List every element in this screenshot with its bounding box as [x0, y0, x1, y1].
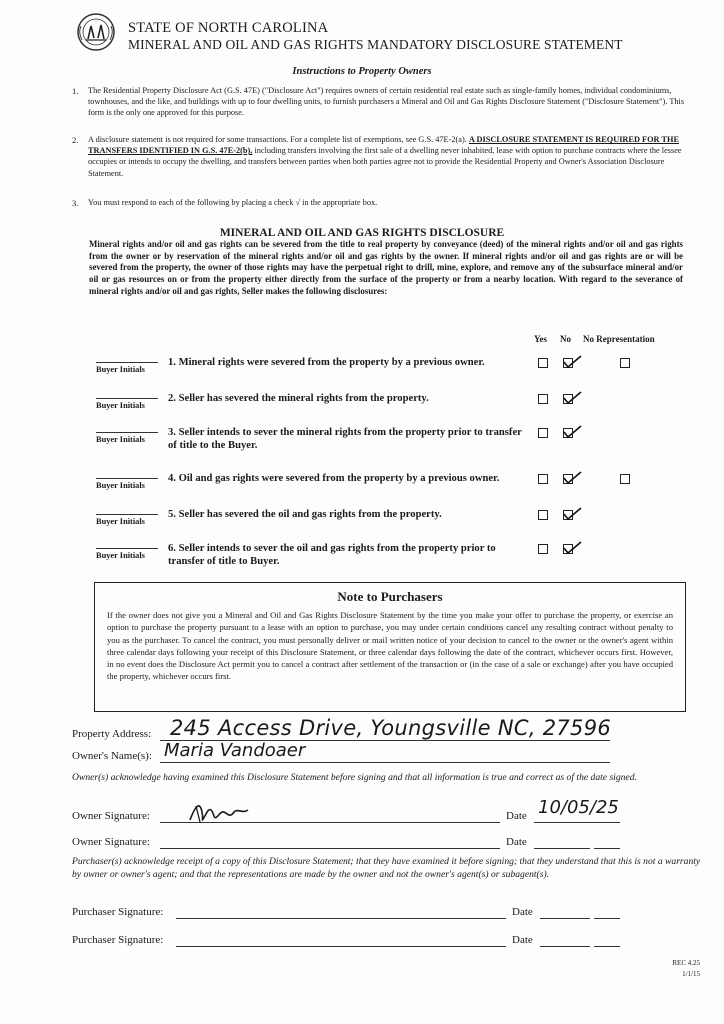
check-mark-icon [561, 423, 583, 439]
checkbox-no-representation[interactable] [620, 474, 630, 484]
note-body: If the owner does not give you a Mineral and Oil and Gas Rights Disclosure Statement by the time you make your offer to purchase the property, or exercise an option to purchase the property pursuant to a lease with an option to purchase, you may under certain conditions cancel any resulting contract without penalty to you as the purchaser. To cancel the contract, you must personally deliver or mail written notice of your decision to cancel to the owner or the owner's agent within three calendar days following your receipt of this Disclosure Statement, or three calendar days following the date of the contract, whichever occurs first. However, in no event does the Disclosure Act permit you to cancel a contract after settlement of the transaction or (in the case of a sale or exchange) after you have occupied the property, whichever occurs first. [107, 610, 673, 682]
owner-date-line-2a[interactable] [534, 848, 590, 849]
instructions-title: Instructions to Property Owners [292, 66, 432, 77]
buyer-initials-line[interactable] [96, 514, 158, 515]
note-title: Note to Purchasers [337, 589, 443, 604]
state-name: STATE OF NORTH CAROLINA [128, 20, 329, 36]
column-no: No [560, 334, 571, 344]
form-title: MINERAL AND OIL AND GAS RIGHTS MANDATORY DISCLOSURE STATEMENT [128, 37, 623, 52]
owner-acknowledgement: Owner(s) acknowledge having examined this Disclosure Statement before signing and that all information is true and correct as of the date signed. [72, 772, 637, 783]
instruction-number-3: 3. [72, 198, 79, 208]
question-text: 3. Seller intends to sever the mineral rights from the property prior to transfer of title to the Buyer. [168, 427, 522, 451]
buyer-initials-label: Buyer Initials [96, 481, 145, 490]
buyer-initials-label: Buyer Initials [96, 551, 145, 560]
owner-signature-label-2: Owner Signature: [72, 836, 150, 848]
question-text: 5. Seller has severed the oil and gas rights from the property. [168, 509, 442, 520]
checkbox-yes[interactable] [538, 358, 548, 368]
owner-date-line-1 [534, 822, 620, 823]
instruction-text-2-underlined: A DISCLOSURE STATEMENT IS REQUIRED FOR THE TRANSFERS IDENTIFIED IN G.S. 47E-2(b), [88, 135, 679, 156]
buyer-initials-line[interactable] [96, 398, 158, 399]
property-address-value[interactable]: 245 Access Drive, Youngsville NC, 27596 [170, 716, 612, 740]
column-no-representation: No Representation [583, 334, 655, 344]
purchaser-signature-line-1[interactable] [176, 918, 506, 919]
question-text: 2. Seller has severed the mineral rights from the property. [168, 393, 429, 404]
purchaser-signature-line-2[interactable] [176, 946, 506, 947]
checkbox-yes[interactable] [538, 394, 548, 404]
owner-signature-mark[interactable] [186, 798, 254, 828]
purchaser-date-line-2a[interactable] [540, 946, 590, 947]
instruction-text-2 [88, 134, 688, 179]
form-code: REC 4.25 [672, 959, 700, 967]
disclosure-title: MINERAL AND OIL AND GAS RIGHTS DISCLOSURE [219, 227, 505, 239]
checkbox-yes[interactable] [538, 544, 548, 554]
state-seal-logo [76, 12, 116, 52]
note-to-purchasers [94, 582, 686, 712]
owner-signature-label-1: Owner Signature: [72, 810, 150, 822]
owner-date-label-2: Date [506, 836, 527, 848]
owner-signature-line-2[interactable] [160, 848, 500, 849]
buyer-initials-label: Buyer Initials [96, 517, 145, 526]
check-mark-icon [561, 469, 583, 485]
purchaser-date-line-2b[interactable] [594, 946, 620, 947]
purchaser-date-label-2: Date [512, 934, 533, 946]
instruction-number-2: 2. [72, 135, 79, 145]
checkbox-yes[interactable] [538, 510, 548, 520]
instruction-text-2b: including transfers involving the first sale of a dwelling never inhabited, lease with option to purchase contracts where the lessee occupies or intends to occupy the dwelling, and transfers between parties when both parties agree not to provide the Residential Property and Owner's Association Disclosure Statement. [88, 146, 682, 178]
property-address-label: Property Address: [72, 728, 152, 740]
owner-names-line [160, 762, 610, 763]
instruction-number-1: 1. [72, 86, 79, 96]
owner-date-label-1: Date [506, 810, 527, 822]
purchaser-date-line-1a[interactable] [540, 918, 590, 919]
owner-names-value[interactable]: Maria Vandoaer [164, 740, 306, 761]
question-text: 6. Seller intends to sever the oil and gas rights from the property prior to transfer of title to Buyer. [168, 543, 496, 567]
purchaser-acknowledgement: Purchaser(s) acknowledge receipt of a copy of this Disclosure Statement; that they have examined it before signing; that they understand that this is not a warranty by owner or owner's agent; and that the representations are made by the owner and not the owner's agent(s) or subagent(s). [72, 856, 701, 880]
form-revision: 1/1/15 [682, 970, 700, 978]
check-mark-icon [561, 505, 583, 521]
instruction-text-2a: A disclosure statement is not required for some transactions. For a complete list of exemptions, see G.S. 47E-2(a). [88, 135, 467, 144]
purchaser-signature-label-1: Purchaser Signature: [72, 906, 164, 918]
instruction-text-3: You must respond to each of the following by placing a check √ in the appropriate box. [88, 198, 378, 207]
buyer-initials-line[interactable] [96, 548, 158, 549]
check-mark-icon [561, 539, 583, 555]
buyer-initials-line[interactable] [96, 432, 158, 433]
check-mark-icon [561, 353, 583, 369]
checkbox-yes[interactable] [538, 428, 548, 438]
purchaser-signature-label-2: Purchaser Signature: [72, 934, 164, 946]
purchaser-date-line-1b[interactable] [594, 918, 620, 919]
buyer-initials-label: Buyer Initials [96, 435, 145, 444]
buyer-initials-line[interactable] [96, 478, 158, 479]
checkbox-yes[interactable] [538, 474, 548, 484]
buyer-initials-label: Buyer Initials [96, 401, 145, 410]
question-text: 1. Mineral rights were severed from the property by a previous owner. [168, 357, 485, 368]
owner-names-label: Owner's Name(s): [72, 750, 152, 762]
buyer-initials-line[interactable] [96, 362, 158, 363]
form-footer [672, 958, 700, 980]
column-yes: Yes [534, 334, 547, 344]
disclosure-body: Mineral rights and/or oil and gas rights can be severed from the title to real property by conveyance (deed) of the mineral rights and/or oil and gas rights from the owner or by reservation of the mineral rights and/or oil and gas rights by the owner. If mineral rights and/or oil and gas rights are or will be severed from the property, the owner of those rights may have the perpetual right to drill, mine, explore, and remove any of the subsurface mineral and/or oil or gas resources on or from the property either directly from the surface of the property or from a nearby location. With regard to the severance of mineral rights and/or oil and gas rights, Seller makes the following disclosures: [89, 239, 683, 296]
owner-date-value-1[interactable]: 10/05/25 [538, 797, 619, 818]
owner-date-line-2b[interactable] [594, 848, 620, 849]
instruction-text-1: The Residential Property Disclosure Act (G.S. 47E) ("Disclosure Act") requires owners of certain residential real estate such as single-family homes, individual condominiums, townhouses, and the like, and buildings with up to four dwelling units, to furnish purchasers a Mineral and Oil and Gas Rights Disclosure Statement ("Disclosure Statement"). This form is the only one approved for this purpose. [88, 86, 685, 118]
purchaser-date-label-1: Date [512, 906, 533, 918]
checkbox-no-representation[interactable] [620, 358, 630, 368]
question-text: 4. Oil and gas rights were severed from the property by a previous owner. [168, 473, 500, 484]
buyer-initials-label: Buyer Initials [96, 365, 145, 374]
check-mark-icon [561, 389, 583, 405]
